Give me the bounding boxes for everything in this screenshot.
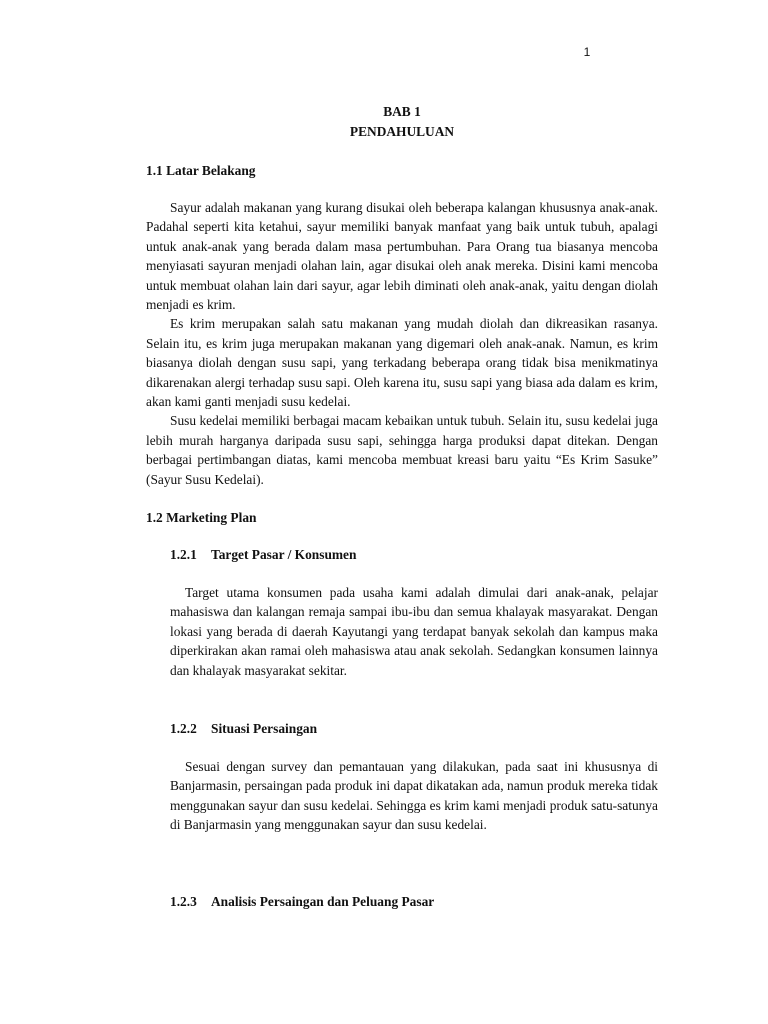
section-heading-1-2: 1.2 Marketing Plan	[146, 510, 257, 525]
section-1-1-body	[146, 198, 658, 489]
subsection-heading-1-2-3	[170, 892, 434, 912]
paragraph-latar-belakang-1: Sayur adalah makanan yang kurang disukai oleh beberapa kalangan khususnya anak-anak. Padahal seperti kita ketahui, sayur memiliki banyak manfaat yang baik untuk tubuh, apalagi untuk anak-anak yang berada dalam masa pertumbuhan. Para Orang tua biasanya mencoba menyiasati sayuran menjadi olahan lain, agar disukai oleh anak mereka. Disini kami mencoba untuk membuat olahan lain dari sayur, agar lebih diminati oleh anak-anak, yaitu dengan diolah menjadi es krim.	[146, 200, 658, 313]
subsection-title: Situasi Persaingan	[211, 721, 318, 736]
chapter-label: BAB 1	[383, 104, 421, 119]
paragraph-latar-belakang-2: Es krim merupakan salah satu makanan yang mudah diolah dan dikreasikan rasanya. Selain itu, es krim juga merupakan makanan yang digemari oleh anak-anak. Namun, es krim biasanya diolah dengan susu sapi, yang terkadang beberapa orang tidak bisa menikmatinya dikarenakan alergi terhadap susu sapi. Oleh karena itu, susu sapi yang biasa ada dalam es krim, akan kami ganti menjadi susu kedelai.	[146, 316, 658, 410]
subsection-heading-1-2-2	[170, 719, 317, 739]
section-heading-1-1: 1.1 Latar Belakang	[146, 163, 256, 178]
subsection-title: Target Pasar / Konsumen	[211, 547, 357, 562]
subsection-number: 1.2.3	[170, 894, 197, 909]
subsection-heading-1-2-1	[170, 545, 356, 565]
subsection-number: 1.2.1	[170, 547, 197, 562]
chapter-title: PENDAHULUAN	[349, 124, 455, 139]
paragraph-situasi-persaingan: Sesuai dengan survey dan pemantauan yang dilakukan, pada saat ini khususnya di Banjarmasin, persaingan pada produk ini dapat dikatakan ada, namun produk mereka tidak menggunakan sayur dan susu kedelai. Sehingga es krim kami menjadi produk satu-satunya di Banjarmasin yang menggunakan sayur dan susu kedelai.	[170, 759, 658, 833]
subsection-number: 1.2.2	[170, 721, 197, 736]
section-1-2-1-body	[170, 583, 658, 680]
section-1-2-2-body	[170, 757, 658, 835]
paragraph-latar-belakang-3: Susu kedelai memiliki berbagai macam kebaikan untuk tubuh. Selain itu, susu kedelai juga lebih murah harganya daripada susu sapi, sehingga harga produksi dapat ditekan. Dengan berbagai pertimbangan diatas, kami mencoba membuat kreasi baru yaitu “Es Krim Sasuke” (Sayur Susu Kedelai).	[146, 413, 658, 487]
page-number: 1	[583, 45, 591, 59]
subsection-title: Analisis Persaingan dan Peluang Pasar	[211, 894, 435, 909]
paragraph-target-pasar: Target utama konsumen pada usaha kami adalah dimulai dari anak-anak, pelajar mahasiswa dan kalangan remaja sampai ibu-ibu dan semua khalayak masyarakat. Dengan lokasi yang berada di daerah Kayutangi yang terdapat banyak sekolah dan kampus maka diperkirakan akan ramai oleh mahasiswa atau anak sekolah. Sedangkan konsumen lainnya dan khalayak masyarakat sekitar.	[170, 585, 658, 678]
